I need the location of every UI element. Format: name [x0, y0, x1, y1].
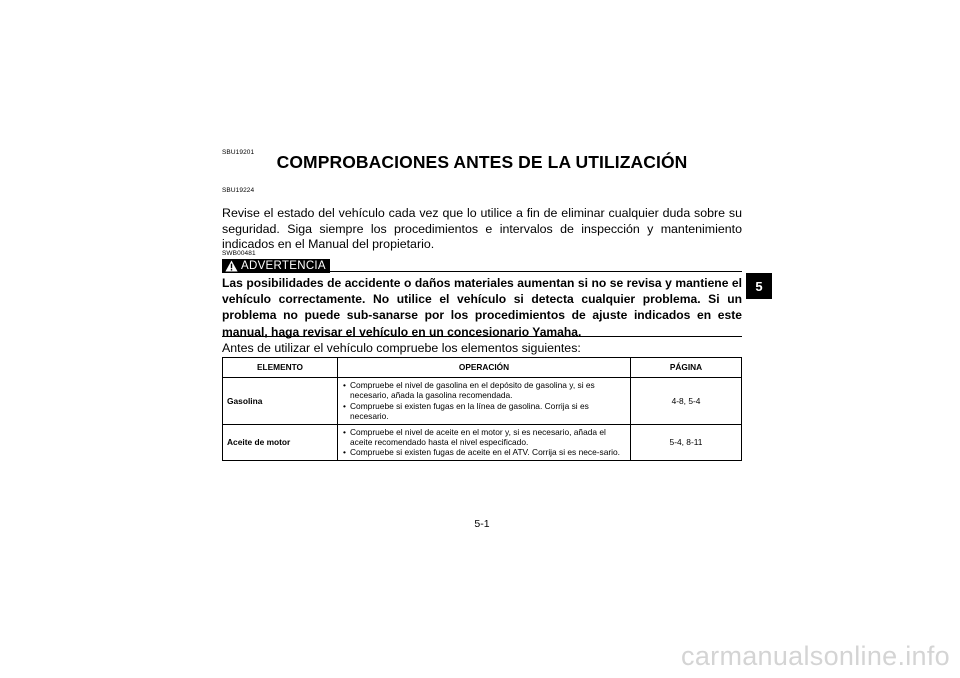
item-name: Aceite de motor [223, 424, 338, 460]
warning-text: Las posibilidades de accidente o daños materiales aumentan si no se revisa y mantiene el vehículo correctamente. No utilice el vehículo si detecta cualquier problema. Si un problema no puede sub-sanarse por los procedimientos de ajuste indicados en este manual, haga revisar el vehículo en un concesionario Yamaha. [222, 276, 742, 339]
table-header-row [223, 358, 742, 378]
operation-step: • Compruebe el nivel de aceite en el motor y, si es necesario, añada el aceite recomendado hasta el nivel especificado. [342, 427, 626, 448]
warning-triangle-icon [225, 260, 238, 272]
section-code: SBU19201 [222, 149, 255, 156]
header-operation: OPERACIÓN [338, 358, 631, 378]
table-row [223, 424, 742, 460]
operation-cell [338, 424, 631, 460]
warning-rule [330, 271, 742, 272]
operation-step: • Compruebe si existen fugas en la línea de gasolina. Corrija si es necesario. [342, 401, 626, 422]
intro-paragraph: Revise el estado del vehículo cada vez que lo utilice a fin de eliminar cualquier duda sobre su seguridad. Siga siempre los procedimientos e intervalos de inspección y mantenimiento indicados en el Manual del propietario. [222, 206, 742, 252]
operation-step: • Compruebe si existen fugas de aceite en el ATV. Corrija si es nece-sario. [342, 447, 626, 457]
operation-cell [338, 378, 631, 425]
warning-bottom-rule [222, 336, 742, 337]
table-row [223, 378, 742, 425]
watermark: carmanualsonline.info [681, 641, 950, 671]
pre-operation-checks-table [222, 357, 742, 461]
page-title: COMPROBACIONES ANTES DE LA UTILIZACIÓN [276, 152, 688, 172]
header-item: ELEMENTO [223, 358, 338, 378]
warning-code: SWB00481 [222, 250, 256, 257]
warning-badge [222, 259, 330, 273]
warning-header [222, 259, 742, 273]
item-name: Gasolina [223, 378, 338, 425]
page-ref: 4-8, 5-4 [631, 378, 742, 425]
page-number: 5-1 [474, 518, 490, 530]
chapter-tab: 5 [746, 273, 772, 299]
operation-step: • Compruebe el nivel de gasolina en el depósito de gasolina y, si es necesario, añada la gasolina recomendada. [342, 380, 626, 401]
header-page: PÁGINA [631, 358, 742, 378]
table-intro: Antes de utilizar el vehículo compruebe los elementos siguientes: [222, 341, 581, 355]
paragraph-code: SBU19224 [222, 187, 255, 194]
page-ref: 5-4, 8-11 [631, 424, 742, 460]
warning-label: ADVERTENCIA [241, 260, 326, 272]
